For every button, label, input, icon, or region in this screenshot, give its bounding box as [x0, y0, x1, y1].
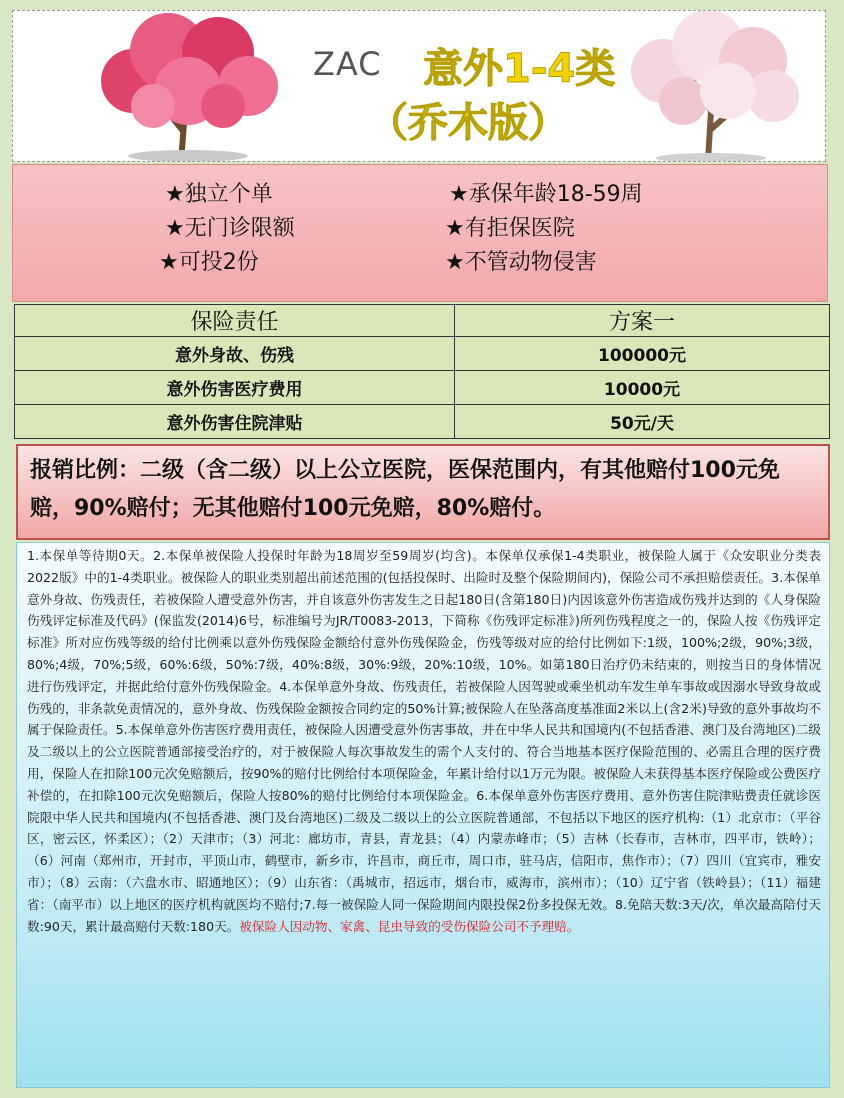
feature-item: ★无门诊限额 [165, 216, 295, 241]
feature-item: ★承保年龄18-59周 [449, 182, 643, 207]
table-row [15, 371, 830, 405]
coverage-name: 意外伤害医疗费用 [15, 371, 455, 405]
feature-item: ★可投2份 [159, 250, 259, 275]
brand-name: ZAC [313, 45, 382, 83]
coverage-amount: 50元/天 [455, 405, 830, 439]
terms-body: 1.本保单等待期0天。2.本保单被保险人投保时年龄为18周岁至59周岁(均含)。本保单仅承保1-4类职业，被保险人属于《众安职业分类表 2022版》中的1-4类职业。被保险人的职业类别超出前述范围的(包括投保时、出险时及整个保险期间内)，保险公司不承担赔偿责任。3.本保单意外身故、伤残责任，若被保险人遭受意外伤害，并自该意外伤害发生之日起180日(含第180日)内因该意外伤害造成伤残并达到的《人身保险伤残评定标准及代码》(保监发(2014)6号，标准编号为JR/T0083-2013，下简称《伤残评定标准》)所列伤残程度之一的，保险人按《伤残评定标准》所对应伤残等级的给付比例乘以意外伤残保险金额给付意外伤残保险金，伤残等级对应的给付比例如下:1级，100%;2级，90%;3级，80%;4级，70%;5级，60%:6级，50%:7级，40%:8级，30%:9级，20%:10级，10%。如第180日治疗仍未结束的，则按当日的身体情况进行伤残评定，并据此给付意外伤残保险金。4.本保单意外身故、伤残责任，若被保险人因驾驶或乘坐机动车发生单车事故或因溺水导致身故或伤残的，非条款免责情况的，意外身故、伤残保险金额按合同约定的50%计算;被保险人在坠落高度基准面2米以上(含2米)导致的意外事故均不属于保险责任。5.本保单意外伤害医疗费用责任，被保险人因遭受意外伤害事故，并在中华人民共和国境内(不包括香港、澳门及台湾地区)二级及二级以上的公立医院普通部接受治疗的，对于被保险人每次事故发生的需个人支付的、符合当地基本医疗保险范围的、必需且合理的医疗费用，保险人在扣除100元次免赔额后，按90%的赔付比例给付本项保险金，年累计给付以1万元为限。被保险人未获得基本医疗保险或公费医疗补偿的，在扣除100元次免赔额后，保险人按80%的赔付比例给付本项保险金。6.本保单意外伤害医疗费用、意外伤害住院津贴费责任就诊医院限中华人民共和国境内(不包括香港、澳门及台湾地区)二级及二级以上的公立医院普通部，不包括以下地区的医疗机构:（1）北京市：（平谷区，密云区，怀柔区）；（2）天津市；（3）河北：廊坊市，青县，青龙县；（4）内蒙赤峰市；（5）吉林（长春市，吉林市，四平市，铁岭）；（6）河南（郑州市，开封市，平顶山市，鹤壁市，新乡市，许昌市，商丘市，周口市，驻马店，信阳市，焦作市）；（7）四川（宜宾市，雅安市）；（8）云南：（六盘水市、昭通地区）；（9）山东省：（禹城市，招远市，烟台市，威海市，滨州市）；（10）辽宁省（铁岭县）；（11）福建省：（南平市）以上地区的医疗机构就医均不赔付;7.每一被保险人同一保险期间内限投保2份多投保无效。8.免陪天数:3天/次，单次最高陪付天数:90天，累计最高赔付天数:180天。 [27, 548, 821, 934]
reimbursement-box: 报销比例：二级（含二级）以上公立医院，医保范围内，有其他赔付100元免赔，90%赔付；无其他赔付100元免赔，80%赔付。 [16, 444, 830, 540]
column-header-coverage: 保险责任 [15, 305, 455, 337]
table-row [15, 405, 830, 439]
coverage-name: 意外身故、伤残 [15, 337, 455, 371]
terms-warning: 被保险人因动物、家禽、昆虫导致的受伤保险公司不予理赔。 [239, 918, 580, 934]
table-row [15, 337, 830, 371]
pink-tree-illustration [73, 11, 303, 162]
product-subtitle: （乔木版） [368, 100, 568, 146]
terms-text [16, 542, 830, 1088]
table-header-row [15, 305, 830, 337]
pale-blossom-tree-illustration [603, 11, 823, 162]
coverage-table [14, 304, 830, 439]
features-box [12, 164, 828, 302]
feature-item: ★独立个单 [165, 182, 273, 207]
column-header-plan: 方案一 [455, 305, 830, 337]
feature-item: ★有拒保医院 [445, 216, 575, 241]
coverage-amount: 10000元 [455, 371, 830, 405]
feature-item: ★不管动物侵害 [445, 250, 597, 275]
coverage-name: 意外伤害住院津贴 [15, 405, 455, 439]
coverage-amount: 100000元 [455, 337, 830, 371]
product-title: 意外1-4类 [423, 46, 616, 92]
header-banner [12, 10, 826, 162]
